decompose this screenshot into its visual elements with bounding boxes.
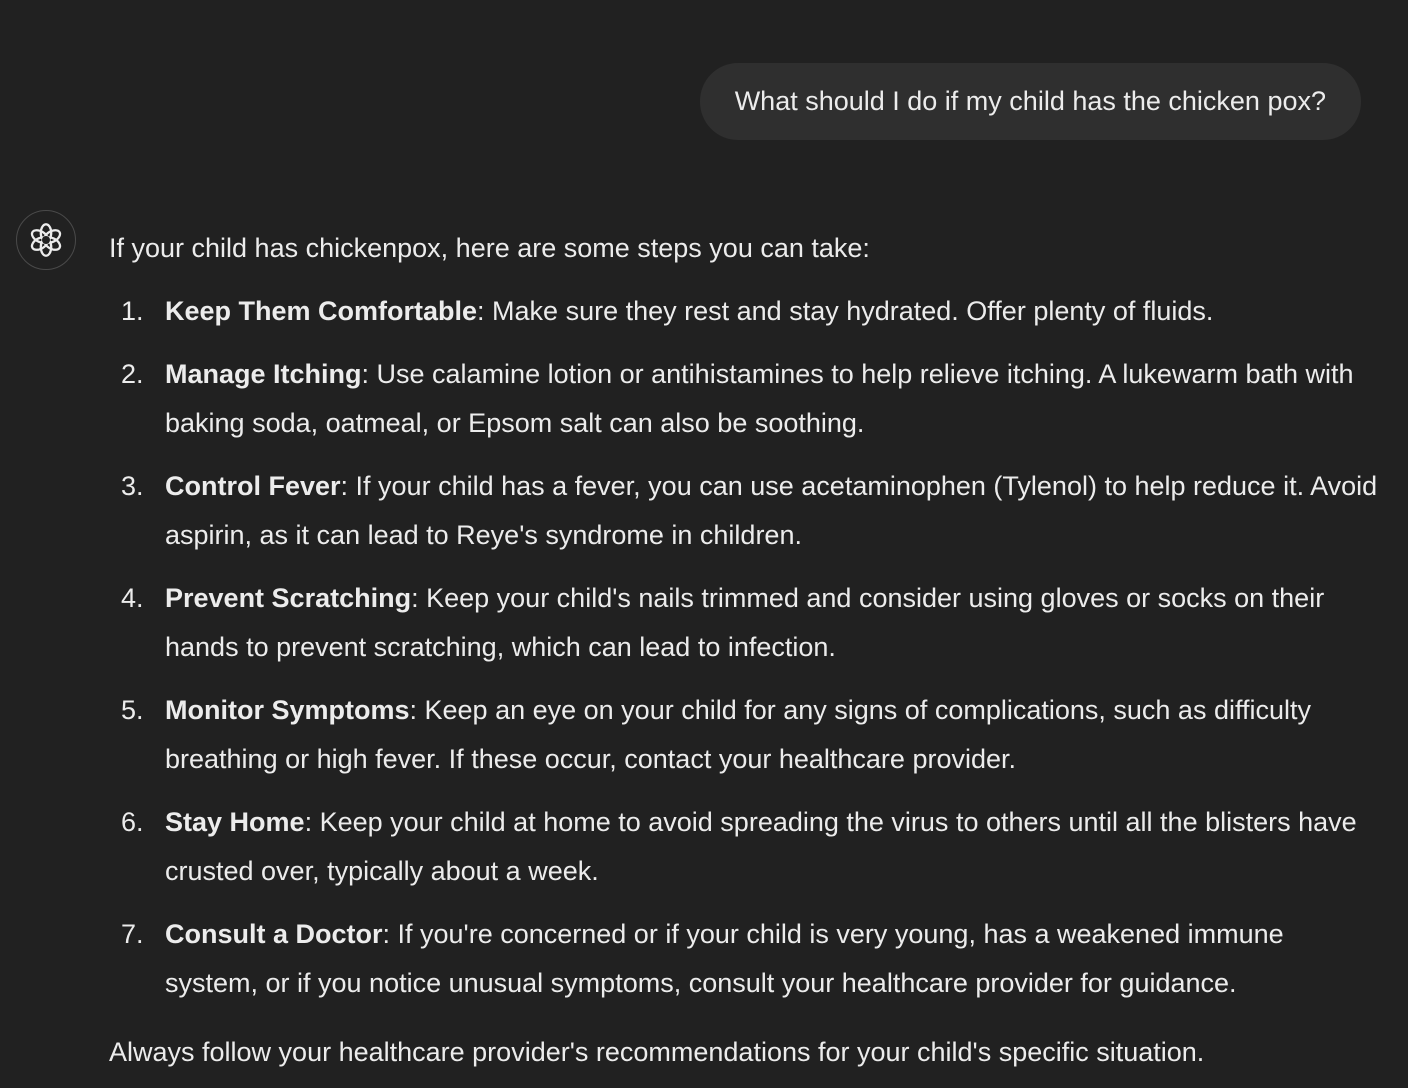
user-message-text: What should I do if my child has the chicken pox? [734,86,1326,116]
list-item-title: Monitor Symptoms [165,695,410,725]
list-item-title: Control Fever [165,471,341,501]
assistant-closing: Always follow your healthcare provider's recommendations for your child's specific situation. [109,1037,1205,1067]
list-item-title: Stay Home [165,807,305,837]
list-number: 5. [121,695,144,725]
list-number: 4. [121,583,144,613]
list-number: 2. [121,359,144,389]
list-item-text: : Make sure they rest and stay hydrated. Offer plenty of fluids. [477,296,1214,326]
user-message-bubble [700,63,1361,140]
list-item [109,287,1379,336]
list-item-text: : Keep your child at home to avoid spreading the virus to others until all the blisters have crusted over, typically about a week. [165,807,1357,886]
list-item-title: Manage Itching [165,359,362,389]
steps-list [109,287,1379,1008]
assistant-avatar [16,210,76,270]
list-item-text: : Keep your child's nails trimmed and consider using gloves or socks on their hands to prevent scratching, which can lead to infection. [165,583,1325,662]
list-number: 1. [121,296,144,326]
list-item-title: Consult a Doctor [165,919,383,949]
list-number: 3. [121,471,144,501]
assistant-intro: If your child has chickenpox, here are some steps you can take: [109,233,870,263]
list-item [109,574,1379,672]
list-item [109,798,1379,896]
list-item [109,350,1379,448]
list-item-title: Prevent Scratching [165,583,412,613]
list-item [109,686,1379,784]
list-item [109,910,1379,1008]
list-number: 6. [121,807,144,837]
list-item [109,462,1379,560]
openai-logo-icon [27,221,65,259]
list-item-text: : Keep an eye on your child for any signs of complications, such as difficulty breathing or high fever. If these occur, contact your healthcare provider. [165,695,1311,774]
list-item-text: : Use calamine lotion or antihistamines to help relieve itching. A lukewarm bath with baking soda, oatmeal, or Epsom salt can also be soothing. [165,359,1354,438]
list-item-text: : If your child has a fever, you can use acetaminophen (Tylenol) to help reduce it. Avoid aspirin, as it can lead to Reye's syndrome in children. [165,471,1378,550]
list-item-title: Keep Them Comfortable [165,296,478,326]
assistant-message [109,224,1379,1077]
list-number: 7. [121,919,144,949]
list-item-text: : If you're concerned or if your child is very young, has a weakened immune system, or if you notice unusual symptoms, consult your healthcare provider for guidance. [165,919,1284,998]
